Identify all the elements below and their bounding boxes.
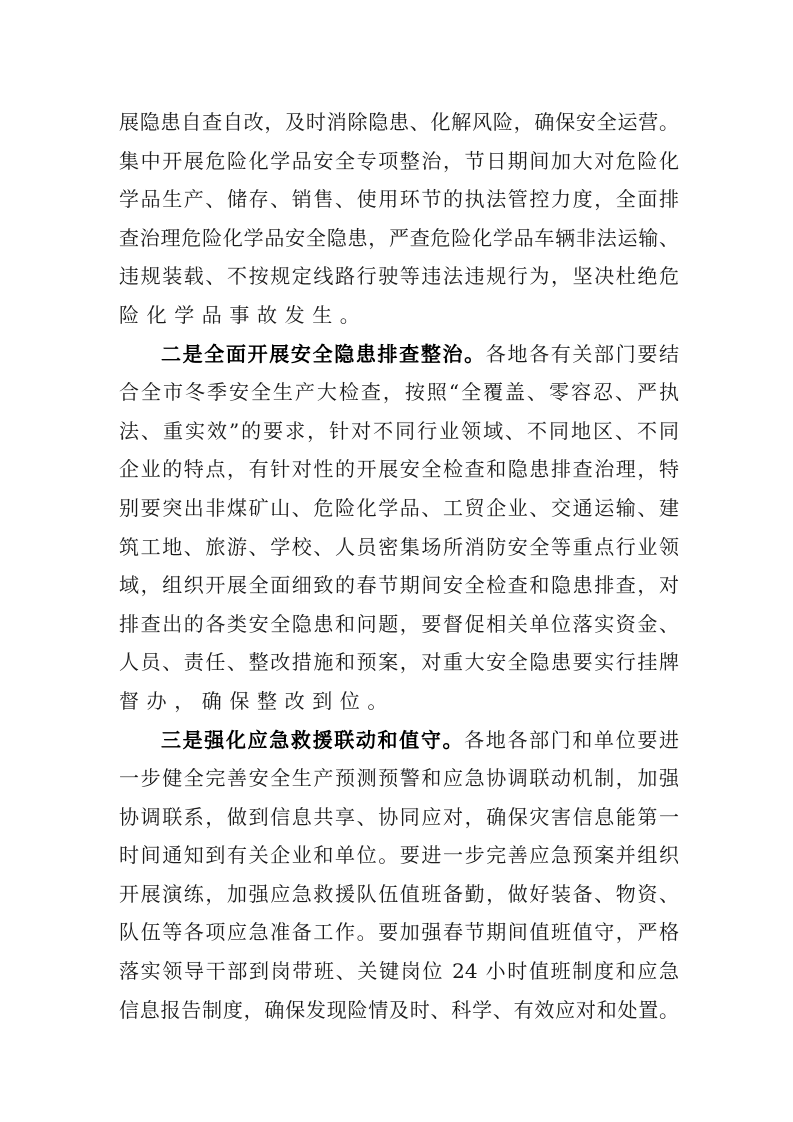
- paragraph-heading: 二是全面开展安全隐患排查整治。: [161, 341, 486, 366]
- text-line: 违规装载、不按规定线路行驶等违法违规行为，坚决杜绝危: [119, 264, 679, 289]
- text-line: 一步健全完善安全生产预测预警和应急协调联动机制，加强: [119, 766, 679, 791]
- text-line: 队伍等各项应急准备工作。要加强春节期间值班值守，严格: [119, 920, 679, 945]
- text-line: 筑工地、旅游、学校、人员密集场所消防安全等重点行业领: [119, 534, 679, 559]
- text-line: 别要突出非煤矿山、危险化学品、工贸企业、交通运输、建: [119, 495, 679, 520]
- text-line: 域，组织开展全面细致的春节期间安全检查和隐患排查，对: [119, 573, 679, 598]
- paragraph-first-line: [119, 335, 679, 374]
- paragraph-first-line: [119, 721, 679, 760]
- text-line: 督办，确保整改到位。: [119, 688, 395, 713]
- text-line: 险化学品事故发生。: [119, 302, 368, 327]
- text-line: 展隐患自查自改，及时消除隐患、化解风险，确保安全运营。: [119, 110, 679, 134]
- text-line: 人员、责任、整改措施和预案，对重大安全隐患要实行挂牌: [119, 650, 679, 675]
- text-line: 信息报告制度，确保发现险情及时、科学、有效应对和处置。: [119, 997, 679, 1022]
- text-line: 集中开展危险化学品安全专项整治，节日期间加大对危险化: [119, 148, 679, 173]
- text-line: 学品生产、储存、销售、使用环节的执法管控力度，全面排: [119, 187, 679, 212]
- text-line: 合全市冬季安全生产大检查，按照“全覆盖、零容忍、严执: [119, 380, 679, 405]
- paragraph-heading: 三是强化应急救援联动和值守。: [161, 727, 465, 752]
- text-line: 法、重实效”的要求，针对不同行业领域、不同地区、不同: [119, 418, 679, 443]
- text-span: 各地各部门和单位要进: [464, 727, 680, 752]
- paragraph-2: [119, 335, 679, 721]
- text-line: 排查出的各类安全隐患和问题，要督促相关单位落实资金、: [119, 611, 679, 636]
- text-span: 各地各有关部门要结: [485, 341, 680, 366]
- document-body: [119, 103, 679, 1029]
- text-line: 开展演练，加强应急救援队伍值班备勤，做好装备、物资、: [119, 881, 679, 906]
- text-line: 时间通知到有关企业和单位。要进一步完善应急预案并组织: [119, 843, 679, 868]
- paragraph-3: [119, 721, 679, 1030]
- text-line: 落实领导干部到岗带班、关键岗位 24 小时值班制度和应急: [119, 959, 679, 984]
- text-line: 企业的特点，有针对性的开展安全检查和隐患排查治理，特: [119, 457, 679, 482]
- text-line: 协调联系，做到信息共享、协同应对，确保灾害信息能第一: [119, 804, 679, 829]
- paragraph-1: [119, 103, 679, 335]
- text-line: 查治理危险化学品安全隐患，严查危险化学品车辆非法运输、: [119, 225, 679, 250]
